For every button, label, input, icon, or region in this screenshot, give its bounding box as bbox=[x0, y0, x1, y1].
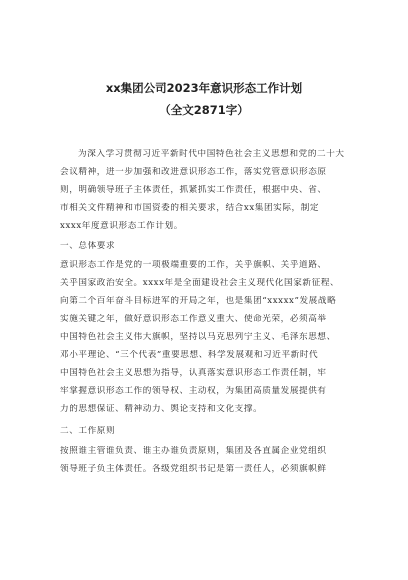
paragraph-line: xxxx年度意识形态工作计划。 bbox=[60, 221, 183, 231]
section-heading: 二、工作原则 bbox=[60, 426, 116, 436]
paragraph-line: 关乎国家政治安全。xxxx年是全面建设社会主义现代化国家新征程、 bbox=[60, 278, 340, 288]
paragraph-line: 市相关文件精神和市国资委的相关要求，结合xx集团实际，制定 bbox=[60, 203, 320, 213]
paragraph-line: 中国特色社会主义思想为指导，认真落实意识形态工作责任制，牢 bbox=[60, 368, 327, 378]
paragraph-line: 领导班子负主体责任。各级党组织书记是第一责任人，必须旗帜鲜 bbox=[60, 464, 327, 474]
paragraph-line: 按照谁主管谁负责、谁主办谁负责原则，集团及各直属企业党组织 bbox=[60, 446, 327, 456]
paragraph-line: 会议精神，进一步加强和改进意识形态工作，落实党管意识形态原 bbox=[60, 167, 327, 177]
paragraph-line: 牢掌握意识形态工作的领导权、主动权，为集团高质量发展提供有 bbox=[60, 386, 327, 396]
paragraph-line: 邓小平理论、“三个代表”重要思想、科学发展观和习近平新时代 bbox=[60, 350, 319, 360]
paragraph-line: 为深入学习贯彻习近平新时代中国特色社会主义思想和党的二十大 bbox=[78, 149, 345, 159]
paragraph-line: 则，明确领导班子主体责任，抓紧抓实工作责任，根据中央、省、 bbox=[60, 185, 327, 195]
paragraph-line: 实施关键之年，做好意识形态工作意义重大、使命光荣，必须高举 bbox=[60, 314, 327, 324]
paragraph-line: 意识形态工作是党的一项极端重要的工作，关乎旗帜、关乎道路、 bbox=[60, 260, 327, 270]
paragraph-line: 中国特色社会主义伟大旗帜，坚持以马克思列宁主义、毛泽东思想、 bbox=[60, 332, 336, 342]
section-heading: 一、总体要求 bbox=[60, 241, 116, 251]
document-subtitle: （全文2871字） bbox=[159, 103, 249, 117]
paragraph-line: 向第二个百年奋斗目标进军的开局之年，也是集团“xxxxx”发展战略 bbox=[60, 296, 337, 306]
document-title: xx集团公司2023年意识形态工作计划 bbox=[105, 81, 303, 95]
paragraph-line: 力的思想保证、精神动力、舆论支持和文化支撑。 bbox=[60, 404, 263, 414]
